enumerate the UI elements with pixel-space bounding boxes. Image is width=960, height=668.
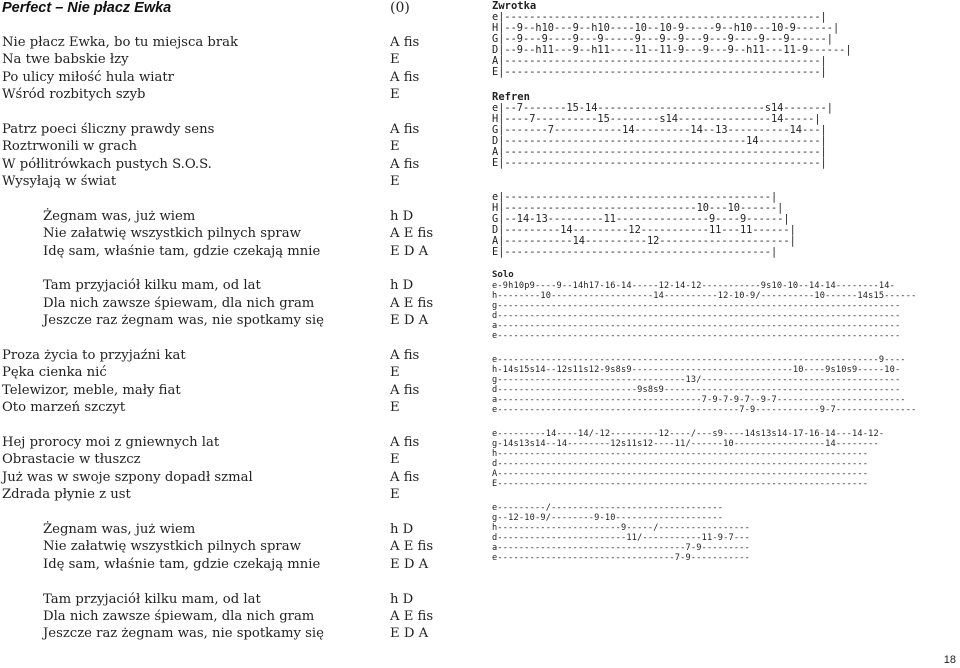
solo-group: [492, 429, 957, 489]
chord-label: h D: [390, 278, 414, 294]
chord-label: E: [390, 139, 400, 155]
chord-label: A fis: [390, 121, 420, 137]
lyric-line: [2, 469, 447, 486]
solo-tab-line: e-9h10p9----9--14h17-16-14-----12-14-12-----------9s10-10--14-14--------14-: [492, 281, 896, 291]
tab-line: e|---------------------------------------------------|: [492, 11, 827, 23]
lyric-line: [2, 608, 447, 625]
lyric-line: [2, 451, 447, 468]
solo-title: Solo: [492, 270, 514, 280]
lyric-text: Hej prorocy moi z gniewnych lat: [2, 434, 220, 450]
lyric-line: [2, 34, 447, 51]
tab-line: H|----7----------15--------s14---------------14-----|: [492, 113, 821, 125]
solo-tab-line: e---------/--------------------------------: [492, 503, 724, 513]
lyric-line: [2, 625, 447, 642]
tab-line: A|---------------------------------------------------|: [492, 146, 827, 158]
tab-line: G|--14-13---------11---------------9----9------|: [492, 213, 790, 225]
lyric-text: Żegnam was, już wiem: [43, 208, 196, 224]
lyric-line: [2, 521, 447, 538]
solo-tab-line: d---------------------------------------------------------------------------: [492, 311, 901, 321]
chord-label: E D A: [390, 556, 429, 572]
solo-tab-line: a-----------------------------------7-9---------: [492, 543, 750, 553]
tab-line: A|---------------------------------------------------|: [492, 55, 827, 67]
lyric-line: [2, 138, 447, 155]
chord-label: A fis: [390, 469, 420, 485]
tab-line: A|-----------14----------12---------------------|: [492, 235, 796, 247]
verse-block: [2, 34, 447, 104]
solo-tab-line: E---------------------------------------------------------------------: [492, 479, 869, 489]
chord-label: E: [390, 400, 400, 416]
lyric-text: Tam przyjaciół kilku mam, od lat: [43, 278, 261, 294]
chord-label: A fis: [390, 156, 420, 172]
chord-label: E: [390, 87, 400, 103]
solo-tab-line: A---------------------------------------------------------------------: [492, 469, 869, 479]
chord-label: E: [390, 52, 400, 68]
solo-tab-line: h---------------------------------------------------------------------: [492, 449, 869, 459]
lyric-text: Proza życia to przyjaźni kat: [2, 348, 186, 364]
tab-line: E|-------------------------------------------|: [492, 246, 778, 258]
solo-tab-line: g--12-10-9/--------9-10--------------------: [492, 513, 724, 523]
lyric-text: Obrastacie w tłuszcz: [2, 452, 141, 468]
chord-label: E: [390, 174, 400, 190]
tab-line: e|--7-------15-14---------------------------s14-------|: [492, 102, 833, 114]
lyric-line: [2, 156, 447, 173]
lyric-line: [2, 538, 447, 555]
lyric-text: Idę sam, właśnie tam, gdzie czekają mnie: [43, 556, 321, 572]
chord-label: E: [390, 452, 400, 468]
solo-tab-line: g-----------------------------------13/-------------------------------------: [492, 375, 901, 385]
chord-label: A fis: [390, 434, 420, 450]
solo-tab-line: e---------------------------------------------------------------------------: [492, 331, 901, 341]
lyric-text: Jeszcze raz żegnam was, nie spotkamy się: [43, 626, 324, 642]
tab-line: G|-------7-----------14---------14--13----------14---|: [492, 124, 827, 136]
lyric-text: Tam przyjaciół kilku mam, od lat: [43, 591, 261, 607]
lyric-text: Jeszcze raz żegnam was, nie spotkamy się: [43, 313, 324, 329]
lyric-line: [2, 399, 447, 416]
tab-section: [492, 91, 957, 169]
tab-line: D|--9--h11---9--h11----11--11-9---9---9--h11---11-9------|: [492, 44, 852, 56]
chord-label: A E fis: [390, 295, 434, 311]
lyric-line: [2, 208, 447, 225]
lyric-line: [2, 434, 447, 451]
verse-block: [2, 277, 447, 329]
chord-label: E D A: [390, 243, 429, 259]
lyric-line: [2, 86, 447, 103]
tab-section: [492, 180, 957, 258]
solo-tab-line: a--------------------------------------7-9-7-9-7--9-7------------------------: [492, 395, 906, 405]
lyric-line: [2, 51, 447, 68]
verse-block: [2, 121, 447, 191]
lyric-text: Patrz poeci śliczny prawdy sens: [2, 121, 215, 137]
solo-tab-line: d--------------------------9s8s9--------------------------------------------: [492, 385, 901, 395]
lyric-line: [2, 486, 447, 503]
chord-label: A E fis: [390, 226, 434, 242]
lyric-text: Żegnam was, już wiem: [43, 521, 196, 537]
chord-label: h D: [390, 591, 414, 607]
verse-block: [2, 521, 447, 573]
chord-label: A fis: [390, 348, 420, 364]
lyric-line: [2, 277, 447, 294]
tab-line: H|-------------------------------10---10------|: [492, 202, 784, 214]
solo-tab-line: e-----------------------------------------------------------------------9----: [492, 355, 906, 365]
solo-group: [492, 355, 957, 415]
verse-block: [2, 591, 447, 643]
solo-tab-line: d------------------------11/-----------11-9-7---: [492, 533, 750, 543]
chord-label: A fis: [390, 69, 420, 85]
lyric-line: [2, 225, 447, 242]
lyric-text: Idę sam, właśnie tam, gdzie czekają mnie: [43, 243, 321, 259]
intro-chord: (0): [390, 0, 410, 16]
lyric-text: Dla nich zawsze śpiewam, dla nich gram: [43, 608, 315, 624]
tab-section-title: Zwrotka: [492, 0, 537, 12]
lyric-line: [2, 121, 447, 138]
lyric-line: [2, 173, 447, 190]
solo-tab-line: e---------------------------------7-9-----------: [492, 553, 750, 563]
lyric-line: [2, 347, 447, 364]
tablature-column: [492, 0, 957, 577]
solo-section: [492, 269, 957, 563]
solo-tab-line: e---------14----14/-12---------12----/---s9----14s13s14-17-16-14---14-12-: [492, 429, 885, 439]
tab-line: H|--9--h10---9--h10----10--10-9-----9--h10---10-9------|: [492, 22, 840, 34]
lyric-line: [2, 556, 447, 573]
chord-label: E D A: [390, 313, 429, 329]
lyric-text: W półlitrówkach pustych S.O.S.: [2, 156, 212, 172]
tab-line: e|-------------------------------------------|: [492, 191, 778, 203]
tab-line: D|---------------------------------------14----------|: [492, 135, 827, 147]
tab-line: E|---------------------------------------------------|: [492, 157, 827, 169]
lyric-line: [2, 69, 447, 86]
lyric-text: Już was w swoje szpony dopadł szmal: [2, 469, 253, 485]
lyric-line: [2, 382, 447, 399]
tab-line: E|---------------------------------------------------|: [492, 66, 827, 78]
verse-block: [2, 434, 447, 504]
lyric-text: Oto marzeń szczyt: [2, 400, 126, 416]
solo-tab-line: d---------------------------------------------------------------------: [492, 459, 869, 469]
chord-label: E D A: [390, 626, 429, 642]
solo-tab-line: g-14s13s14--14--------12s11s12----11/------10-----------------14--------: [492, 439, 879, 449]
lyric-line: [2, 364, 447, 381]
lyric-text: Roztrwonili w grach: [2, 139, 137, 155]
verse-block: [2, 208, 447, 260]
lyric-line: [2, 243, 447, 260]
chord-label: h D: [390, 208, 414, 224]
chord-label: A fis: [390, 382, 420, 398]
lyric-line: [2, 312, 447, 329]
solo-tab-line: h--------10-------------------14----------12-10-9/----------10------14s15------: [492, 291, 917, 301]
solo-group: [492, 503, 957, 563]
tab-section-title: Refren: [492, 91, 530, 103]
page-number: 18: [943, 654, 956, 666]
lyric-text: Na twe babskie łzy: [2, 52, 129, 68]
chord-label: E: [390, 365, 400, 381]
lyric-text: Wysyłają w świat: [2, 174, 117, 190]
lyric-line: [2, 295, 447, 312]
lyric-text: Wśród rozbitych szyb: [2, 87, 146, 103]
chord-label: h D: [390, 521, 414, 537]
lyric-text: Nie załatwię wszystkich pilnych spraw: [43, 226, 301, 242]
lyric-text: Telewizor, meble, mały fiat: [2, 382, 181, 398]
solo-tab-line: g---------------------------------------------------------------------------: [492, 301, 901, 311]
lyric-text: Pęka cienka nić: [2, 365, 107, 381]
chord-label: A fis: [390, 35, 420, 50]
solo-tab-line: e---------------------------------------------7-9------------9-7---------------: [492, 405, 917, 415]
solo-tab-line: h-----------------------9-----/-----------------: [492, 523, 750, 533]
solo-tab-line: a---------------------------------------------------------------------------: [492, 321, 901, 331]
chord-label: E: [390, 487, 400, 503]
lyric-text: Nie płacz Ewka, bo tu miejsca brak: [2, 35, 238, 50]
lyrics-column: [2, 34, 447, 660]
solo-group: [492, 281, 957, 341]
lyric-line: [2, 591, 447, 608]
tab-line: G|--9---9----9---9-----9---9--9---9---9----9---9------|: [492, 33, 833, 45]
lyric-text: Nie załatwię wszystkich pilnych spraw: [43, 539, 301, 555]
solo-tab-line: h-14s15s14--12s11s12-9s8s9------------------------------10----9s10s9-----10-: [492, 365, 901, 375]
lyric-text: Dla nich zawsze śpiewam, dla nich gram: [43, 295, 315, 311]
tab-section: [492, 0, 957, 78]
tab-line: D|---------14---------12-----------11---11------|: [492, 224, 796, 236]
lyric-text: Po ulicy miłość hula wiatr: [2, 69, 174, 85]
song-title: Perfect – Nie płacz Ewka: [2, 0, 172, 16]
verse-block: [2, 347, 447, 417]
chord-label: A E fis: [390, 539, 434, 555]
chord-label: A E fis: [390, 608, 434, 624]
lyric-text: Zdrada płynie z ust: [2, 487, 131, 503]
